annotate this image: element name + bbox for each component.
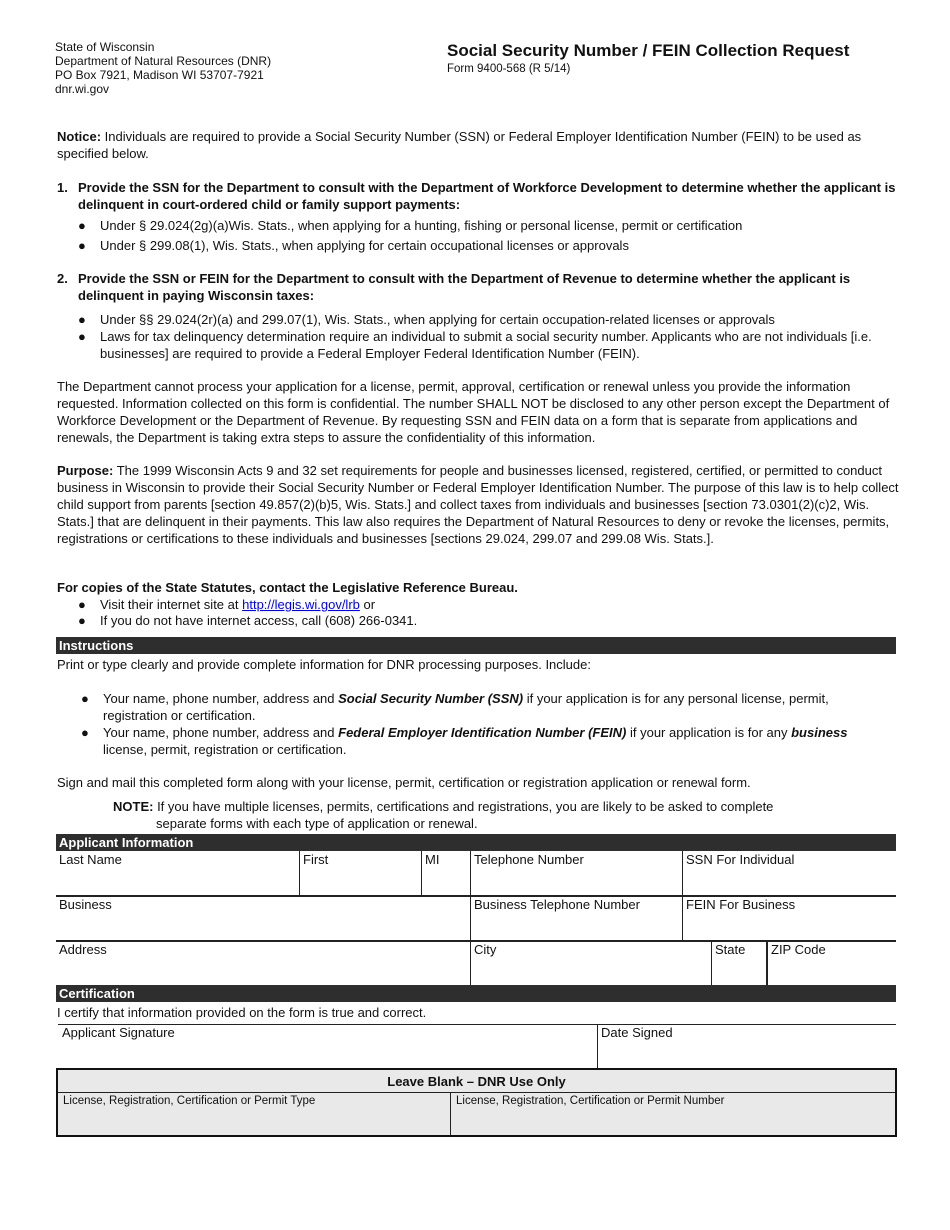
field-label: Last Name (59, 852, 122, 867)
field-label: MI (425, 852, 440, 867)
bullet-text: Laws for tax delinquency determination require an individual to submit a social security number. Applicants who are not individuals [i.e. businesses] are required to provide a Federal Employer Federal Identification Number (FEIN). (100, 329, 872, 361)
field-label: City (474, 942, 497, 957)
fein-emphasis: Federal Employer Identification Number (FEIN) (338, 725, 627, 740)
ssn-emphasis: Social Security Number (SSN) (338, 691, 524, 706)
field-label: License, Registration, Certification or Permit Number (456, 1095, 725, 1107)
phone-text: If you do not have internet access, call (608) 266-0341. (100, 613, 418, 628)
agency-line: State of Wisconsin (55, 40, 155, 54)
business-telephone-field[interactable] (470, 896, 682, 942)
text: if your application is for any personal license, permit, registration or certification. (103, 691, 829, 723)
list-item (78, 596, 898, 613)
field-label: Address (59, 942, 107, 957)
bullet-icon: ● (78, 613, 86, 628)
note (113, 798, 893, 815)
field-label: ZIP Code (771, 942, 826, 957)
text: Your name, phone number, address and (103, 725, 339, 740)
fein-field[interactable] (682, 896, 896, 942)
agency-line: dnr.wi.gov (55, 82, 110, 96)
notice-text: Individuals are required to provide a Social Security Number (SSN) or Federal Employer Identification Number (FEIN) to be used as specified below. (57, 129, 862, 161)
visit-text: Visit their internet site at (100, 597, 243, 612)
business-emphasis: business (791, 725, 848, 740)
agency-address (55, 40, 271, 96)
bullet-icon: ● (81, 691, 89, 706)
last-name-field[interactable] (56, 851, 299, 897)
bullet-text: Under § 299.08(1), Wis. Stats., when applying for certain occupational licenses or approvals (100, 238, 629, 253)
bullet-icon: ● (81, 725, 89, 740)
text: if your application is for any (626, 725, 792, 740)
agency-line: PO Box 7921, Madison WI 53707-7921 (55, 68, 264, 82)
first-name-field[interactable] (299, 851, 421, 897)
item-heading: Provide the SSN or FEIN for the Department to consult with the Department of Revenue to determine whether the applicant is delinquent in paying Wisconsin taxes: (78, 271, 851, 303)
item-number: 1. (57, 180, 68, 195)
field-label: Telephone Number (474, 852, 584, 867)
state-field[interactable] (711, 941, 766, 986)
field-label: State (715, 942, 746, 957)
ssn-field[interactable] (682, 851, 896, 897)
field-label: First (303, 852, 329, 867)
middle-initial-field[interactable] (421, 851, 470, 897)
mail-instructions: Sign and mail this completed form along with your license, permit, certification or registration application or renewal form. (57, 775, 751, 790)
item-heading: Provide the SSN for the Department to consult with the Department of Workforce Development to determine whether the applicant is delinquent in court-ordered child or family support payments: (78, 180, 896, 212)
text: Your name, phone number, address and (103, 691, 339, 706)
text: license, permit, registration or certification. (103, 742, 347, 757)
bullet-text: Under §§ 29.024(2r)(a) and 299.07(1), Wis. Stats., when applying for certain occupation-related licenses or approvals (100, 312, 775, 327)
list-item (78, 612, 898, 629)
list-item (78, 237, 898, 254)
confidentiality-paragraph: The Department cannot process your application for a license, permit, approval, certification or renewal unless you provide the information requested. Information collected on this form is confidential. The number SHALL NOT be disclosed to any other person except the Department of Workforce Development or the Department of Revenue. By requesting SSN and FEIN data on a form that is separate from applications and renewals, the Department is taking extra steps to assure the confidentiality of this information. (57, 379, 890, 445)
certification-bar: Certification (56, 985, 896, 1002)
bullet-icon: ● (78, 597, 86, 612)
purpose-paragraph (57, 462, 902, 547)
field-label: License, Registration, Certification or Permit Type (63, 1095, 316, 1107)
field-label: Business Telephone Number (474, 897, 640, 912)
address-field[interactable] (56, 941, 470, 986)
list-item (81, 690, 881, 724)
certification-statement: I certify that information provided on the form is true and correct. (57, 1005, 427, 1020)
notice-label: Notice: (57, 129, 102, 144)
field-label: FEIN For Business (686, 897, 796, 912)
business-field[interactable] (56, 896, 470, 942)
dnr-use-heading: Leave Blank – DNR Use Only (58, 1070, 895, 1093)
list-item (78, 328, 898, 362)
item-number: 2. (57, 271, 68, 286)
purpose-text: The 1999 Wisconsin Acts 9 and 32 set requirements for people and businesses licensed, registered, certified, or permitted to conduct business in Wisconsin to provide their Social Security Number or Federal Employer Identification Number. The purpose of this law is to help collect child support from parents [section 49.857(2)(b)5, Wis. Stats.] and collect taxes from individuals and businesses [section 73.0301(2)(c)2, Wis. Stats.] that are delinquent in their payments. This law also requires the Department of Natural Resources to deny or revoke the licenses, permits, registrations or certifications to these individuals and businesses [sections 29.024, 299.07 and 299.08 Wis. Stats.]. (57, 463, 899, 546)
bullet-icon: ● (78, 312, 86, 327)
note-text: If you have multiple licenses, permits, certifications and registrations, you are likely to be asked to complete (153, 799, 774, 814)
field-label: SSN For Individual (686, 852, 795, 867)
bullet-icon: ● (78, 329, 86, 344)
purpose-label: Purpose: (57, 463, 114, 478)
permit-number-field (450, 1092, 895, 1135)
list-item (78, 217, 898, 234)
copies-heading: For copies of the State Statutes, contact the Legislative Reference Bureau. (57, 580, 518, 595)
applicant-information-bar: Applicant Information (56, 834, 896, 851)
field-label: Date Signed (601, 1025, 673, 1040)
list-item (81, 724, 881, 758)
zip-field[interactable] (766, 941, 896, 986)
city-field[interactable] (470, 941, 711, 986)
notice (57, 128, 902, 162)
agency-line: Department of Natural Resources (DNR) (55, 54, 272, 68)
bullet-text: Under § 29.024(2g)(a)Wis. Stats., when applying for a hunting, fishing or personal license, permit or certification (100, 218, 743, 233)
applicant-signature-field[interactable] (58, 1024, 597, 1068)
field-label: Business (59, 897, 112, 912)
lrb-link[interactable]: http://legis.wi.gov/lrb (242, 597, 360, 612)
field-label: Applicant Signature (62, 1025, 175, 1040)
visit-suffix: or (359, 597, 376, 612)
bullet-icon: ● (78, 218, 86, 233)
instructions-bar: Instructions (56, 637, 896, 654)
note-label: NOTE: (113, 799, 154, 814)
bullet-icon: ● (78, 238, 86, 253)
page-title: Social Security Number / FEIN Collection Request (447, 41, 850, 60)
instructions-intro: Print or type clearly and provide complete information for DNR processing purposes. Include: (57, 657, 591, 672)
form-number: Form 9400-568 (R 5/14) (447, 63, 571, 75)
telephone-field[interactable] (470, 851, 682, 897)
permit-type-field (58, 1092, 450, 1135)
note-line2: separate forms with each type of application or renewal. (156, 816, 478, 831)
list-item (78, 311, 898, 328)
date-signed-field[interactable] (597, 1024, 896, 1068)
dnr-use-only-box (56, 1068, 897, 1137)
